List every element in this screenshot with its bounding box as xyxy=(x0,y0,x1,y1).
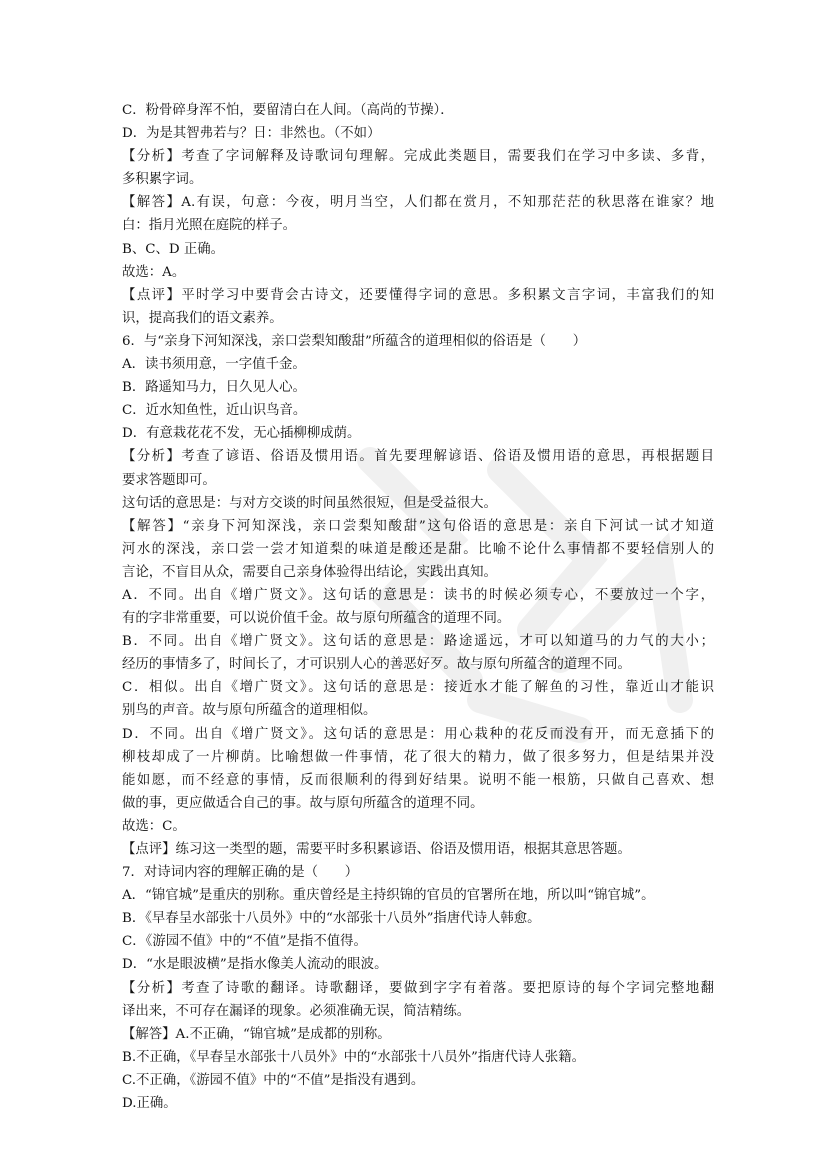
question-7-option-b: B．《早春呈水部张十八员外》中的“水部张十八员外”指唐代诗人韩愈。 xyxy=(122,911,541,927)
comment-paragraph: 【点评】平时学习中要背会古诗文，还要懂得字词的意思。多积累文言字词，丰富我们的知 xyxy=(122,287,714,303)
answer-option-c: 别鸟的声音。故与原句所蕴含的道理相似。 xyxy=(122,703,377,719)
answer-paragraph: B、C、D 正确。 xyxy=(122,241,225,257)
choice-line: 故选：C。 xyxy=(122,818,186,834)
analysis-paragraph: 译出来，不可存在漏译的现象。必须准确无误，简洁精练。 xyxy=(122,1003,471,1019)
answer-option-b: B．不同。出自《增广贤文》。这句话的意思是：路途遥远，才可以知道马的力气的大小； xyxy=(122,634,714,650)
question-6-option-c: C．近水知鱼性，近山识鸟音。 xyxy=(122,403,307,419)
answer-option-d: D．不同。出自《增广贤文》。这句话的意思是：用心栽种的花反而没有开，而无意插下的 xyxy=(122,726,714,742)
question-6-stem: 6．与“亲身下河知深浅，亲口尝梨知酸甜”所蕴含的道理相似的俗语是（ ） xyxy=(122,333,587,349)
question-7-option-c: C．《游园不值》中的“不值”是指不值得。 xyxy=(122,934,367,950)
answer-option-c: C．相似。出自《增广贤文》。这句话的意思是：接近水才能了解鱼的习性，靠近山才能识 xyxy=(122,680,714,696)
analysis-paragraph: 【分析】考查了字词解释及诗歌词句理解。完成此类题目，需要我们在学习中多读、多背， xyxy=(122,149,714,165)
choice-line: 故选：A。 xyxy=(122,264,186,280)
option-d-line: D．为是其智弗若与？日：非然也。（不如） xyxy=(122,126,381,142)
answer-paragraph: 白：指月光照在庭院的样子。 xyxy=(122,218,297,234)
answer-option-b: 经历的事情多了，时间长了，才可识别人心的善恶好歹。故与原句所蕴含的道理不同。 xyxy=(122,657,631,673)
answer-option-d: 能如愿，而不经意的事情，反而很顺利的得到好结果。说明不能一根筋，只做自己喜欢、想 xyxy=(122,772,714,788)
question-6-option-a: A．读书须用意，一字值千金。 xyxy=(122,357,306,373)
analysis-paragraph: 要求答题即可。 xyxy=(122,472,216,488)
answer-option-d: 柳枝却成了一片柳荫。比喻想做一件事情，花了很大的精力，做了很多努力，但是结果并没 xyxy=(122,749,714,765)
option-c-line: C．粉骨碎身浑不怕，要留清白在人间。（高尚的节操）． xyxy=(122,103,454,118)
answer-paragraph: 【解答】“亲身下河知深浅，亲口尝梨知酸甜”这句俗语的意思是：亲自下河试一试才知道 xyxy=(122,518,714,534)
analysis-paragraph: 多积累字词。 xyxy=(122,172,203,188)
analysis-paragraph: 【分析】考查了谚语、俗语及惯用语。首先要理解谚语、俗语及惯用语的意思，再根据题目 xyxy=(122,449,714,465)
question-7-option-a: A．“锦官城”是重庆的别称。重庆曾经是主持织锦的官员的官署所在地，所以叫“锦官城”。 xyxy=(122,888,655,904)
answer-option-d: 做的事，更应做适合自己的事。故与原句所蕴含的道理不同。 xyxy=(122,795,484,811)
answer-paragraph: C.不正确，《游园不值》中的“不值”是指没有遇到。 xyxy=(122,1072,425,1088)
answer-paragraph: 河水的深浅，亲口尝一尝才知道梨的味道是酸还是甜。比喻不论什么事情都不要轻信别人的 xyxy=(122,541,714,557)
answer-option-a: 有的字非常重要，可以说价值千金。故与原句所蕴含的道理不同。 xyxy=(122,611,511,627)
answer-paragraph: D.正确。 xyxy=(122,1096,177,1112)
answer-paragraph: 【解答】A.不正确，“锦官城”是成都的别称。 xyxy=(122,1026,391,1042)
answer-paragraph: B.不正确，《早春呈水部张十八员外》中的“水部张十八员外”指唐代诗人张籍。 xyxy=(122,1049,585,1065)
document-body xyxy=(122,99,714,1115)
answer-paragraph: 【解答】A.有误，句意：今夜，明月当空，人们都在赏月，不知那茫茫的秋思落在谁家？地 xyxy=(122,195,714,211)
comment-paragraph: 识，提高我们的语文素养。 xyxy=(122,310,283,326)
question-7-option-d: D．“水是眼波横”是指水像美人流动的眼波。 xyxy=(122,957,388,973)
question-6-option-b: B．路遥知马力，日久见人心。 xyxy=(122,380,306,396)
answer-paragraph: 言论，不盲目从众，需要自己亲身体验得出结论，实践出真知。 xyxy=(122,564,497,580)
question-7-stem: 7．对诗词内容的理解正确的是（ ） xyxy=(122,865,359,881)
answer-option-a: A．不同。出自《增广贤文》。这句话的意思是：读书的时候必须专心，不要放过一个字， xyxy=(122,587,714,603)
analysis-paragraph: 【分析】考查了诗歌的翻译。诗歌翻译，要做到字字有着落。要把原诗的每个字词完整地翻 xyxy=(122,980,714,996)
analysis-paragraph: 这句话的意思是：与对方交谈的时间虽然很短，但是受益很大。 xyxy=(122,495,497,511)
question-6-option-d: D．有意栽花花不发，无心插柳柳成荫。 xyxy=(122,426,361,442)
comment-paragraph: 【点评】练习这一类型的题，需要平时多积累谚语、俗语及惯用语，根据其意思答题。 xyxy=(122,842,631,857)
